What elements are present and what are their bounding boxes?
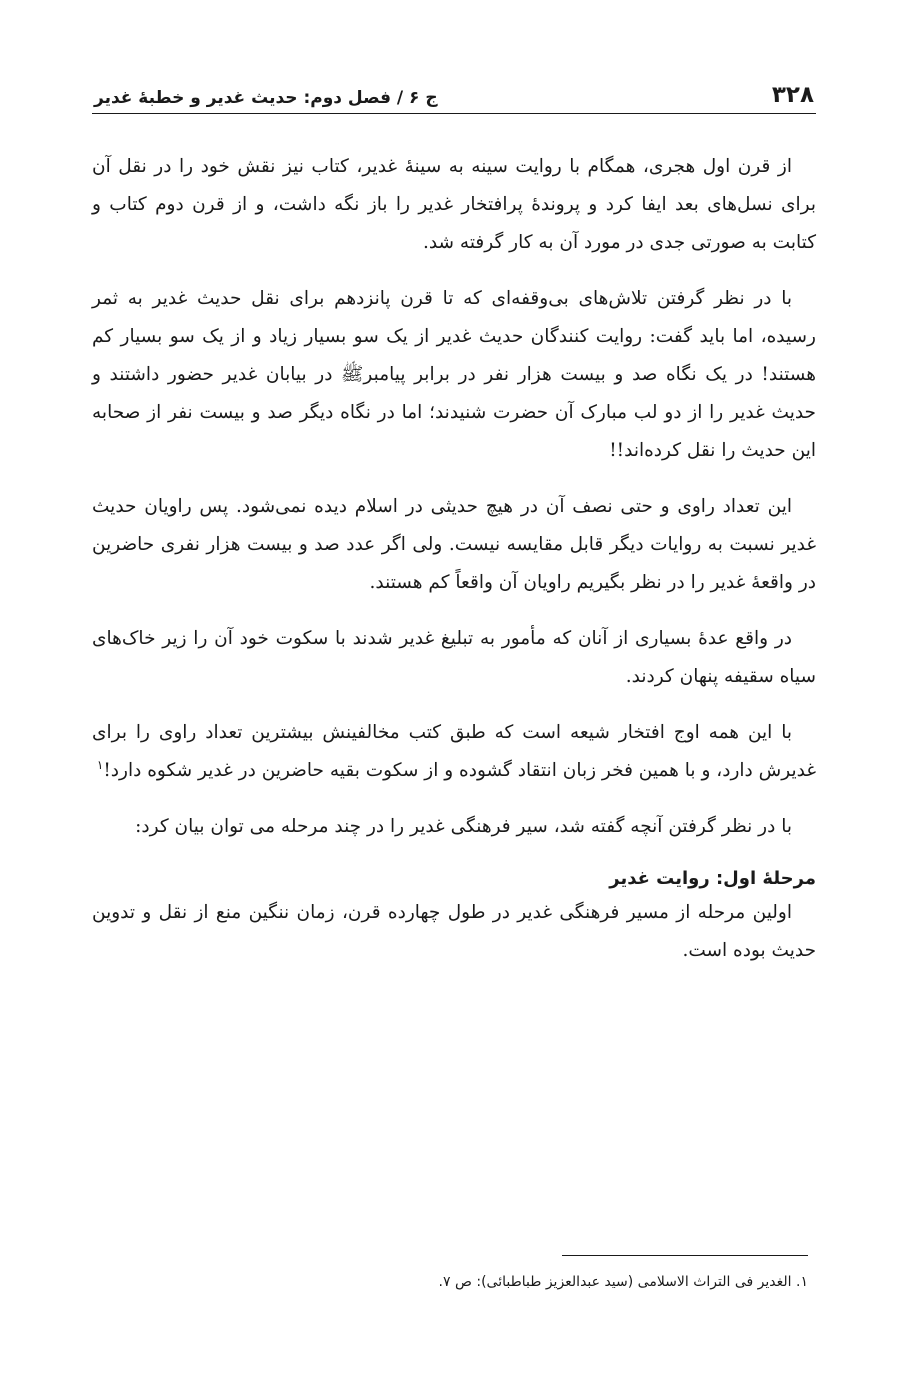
- body-text: [92, 148, 816, 970]
- section-paragraph: اولین مرحله از مسیر فرهنگی غدیر در طول چهارده قرن، زمان ننگین منع از نقل و تدوین حدیث بوده است.: [92, 902, 816, 961]
- section-heading: مرحلهٔ اول: روایت غدیر: [609, 868, 816, 889]
- running-header: [92, 62, 816, 114]
- paragraph: با در نظر گرفتن تلاش‌های بی‌وقفه‌ای که تا قرن پانزدهم برای نقل حدیث غدیر به ثمر رسیده، اما باید گفت: روایت کنندگان حدیث غدیر از یک سو بسیار زیاد و از یک سو بسیار کم هستند! در یک نگاه صد و بیست هزار نفر در برابر پیامبرﷺ در بیابان غدیر حضور داشتند و حدیث غدیر را از دو لب مبارک آن حضرت شنیدند؛ اما در نگاه دیگر صد و بیست نفر از صحابه این حدیث را نقل کرده‌اند!!: [92, 288, 816, 461]
- footnote: ۱. الغدیر فی التراث الاسلامی (سید عبدالعزیز طباطبائی): ص ۷.: [438, 1274, 808, 1290]
- footnote-divider: [562, 1255, 808, 1256]
- paragraph: این تعداد راوی و حتی نصف آن در هیچ حدیثی در اسلام دیده نمی‌شود. پس راویان حدیث غدیر نسبت به روایات دیگر قابل مقایسه نیست. ولی اگر عدد صد و بیست هزار نفری حاضرین در واقعهٔ غدیر را در نظر بگیریم راویان آن واقعاً کم هستند.: [92, 496, 816, 593]
- paragraph: با در نظر گرفتن آنچه گفته شد، سیر فرهنگی غدیر را در چند مرحله می توان بیان کرد:: [135, 816, 792, 837]
- paragraph: از قرن اول هجری، همگام با روایت سینه به سینهٔ غدیر، کتاب نیز نقش خود را در نقل آن برای نسل‌های بعد ایفا کرد و پروندهٔ پرافتخار غدیر را باز نگه داشت، و از قرن دوم کتاب و کتابت به صورتی جدی در مورد آن به کار گرفته شد.: [92, 156, 816, 253]
- paragraph-text: با این همه اوج افتخار شیعه است که طبق کتب مخالفینش بیشترین تعداد راوی را برای غدیرش دارد، و با همین فخر زبان انتقاد گشوده و از سکوت بقیه حاضرین در غدیر شکوه دارد!: [92, 722, 816, 781]
- running-header-title: ج ۶ / فصل دوم: حدیث غدیر و خطبهٔ غدیر: [94, 88, 438, 108]
- page-content: [92, 62, 816, 988]
- page-number: ۳۲۸: [771, 82, 814, 108]
- paragraph: در واقع عدهٔ بسیاری از آنان که مأمور به تبلیغ غدیر شدند با سکوت خود آن را زیر خاک‌های سیاه سقیفه پنهان کردند.: [92, 628, 816, 687]
- footnote-reference[interactable]: ۱: [96, 757, 104, 772]
- paragraph-with-footnote: [92, 714, 816, 790]
